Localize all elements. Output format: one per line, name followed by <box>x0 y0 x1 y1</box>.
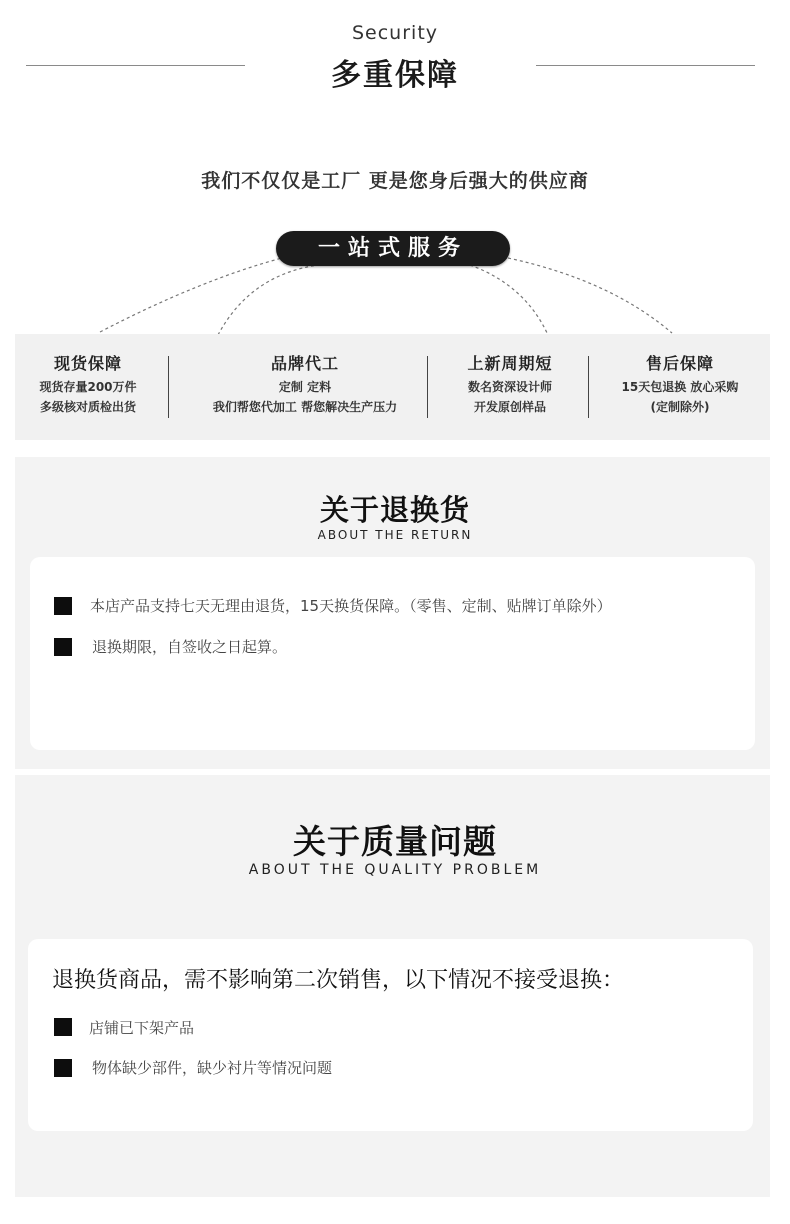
bullet-square-icon <box>54 1059 72 1077</box>
bullet-square-icon <box>54 597 72 615</box>
returns-item: 本店产品支持七天无理由退货，15天换货保障。（零售、定制、贴牌订单除外） <box>90 597 612 615</box>
quality-title-zh: 关于质量问题 <box>293 822 497 861</box>
header-title-en: Security <box>351 22 439 44</box>
service-line: 数名资深设计师 <box>467 380 552 394</box>
service-line: 15天包退换 放心采购 <box>621 380 739 394</box>
header-title-zh: 多重保障 <box>331 58 459 93</box>
service-title: 上新周期短 <box>467 354 553 373</box>
returns-title-en: ABOUT THE RETURN <box>317 528 473 542</box>
service-title: 售后保障 <box>645 354 714 373</box>
service-line: 开发原创样品 <box>473 400 546 414</box>
quality-title-en: ABOUT THE QUALITY PROBLEM <box>248 862 542 878</box>
returns-title-zh: 关于退换货 <box>319 493 470 527</box>
bullet-square-icon <box>54 1018 72 1036</box>
service-divider <box>168 356 169 418</box>
service-line: 现货存量200万件 <box>39 380 137 394</box>
service-divider <box>588 356 589 418</box>
service-title: 品牌代工 <box>270 354 339 373</box>
service-stock <box>23 351 153 415</box>
quality-condition: 退换货商品，需不影响第二次销售，以下情况不接受退换： <box>52 968 625 993</box>
service-new-arrivals <box>435 351 585 415</box>
service-line: 我们帮您代加工 帮您解决生产压力 <box>212 400 398 414</box>
service-line: 多级核对质检出货 <box>39 400 136 414</box>
service-line: (定制除外) <box>650 400 710 414</box>
service-title: 现货保障 <box>53 354 122 373</box>
bullet-square-icon <box>54 638 72 656</box>
one-stop-service-badge: 一站式服务 <box>276 231 510 266</box>
quality-item: 物体缺少部件，缺少衬片等情况问题 <box>92 1059 333 1077</box>
services-band <box>15 334 770 440</box>
returns-item: 退换期限，自签收之日起算。 <box>92 638 288 656</box>
slogan: 我们不仅仅是工厂 更是您身后强大的供应商 <box>201 170 589 192</box>
service-oem <box>175 351 435 415</box>
service-after-sales <box>595 351 765 415</box>
service-line: 定制 定料 <box>278 380 332 394</box>
service-divider <box>427 356 428 418</box>
quality-item: 店铺已下架产品 <box>89 1019 195 1037</box>
